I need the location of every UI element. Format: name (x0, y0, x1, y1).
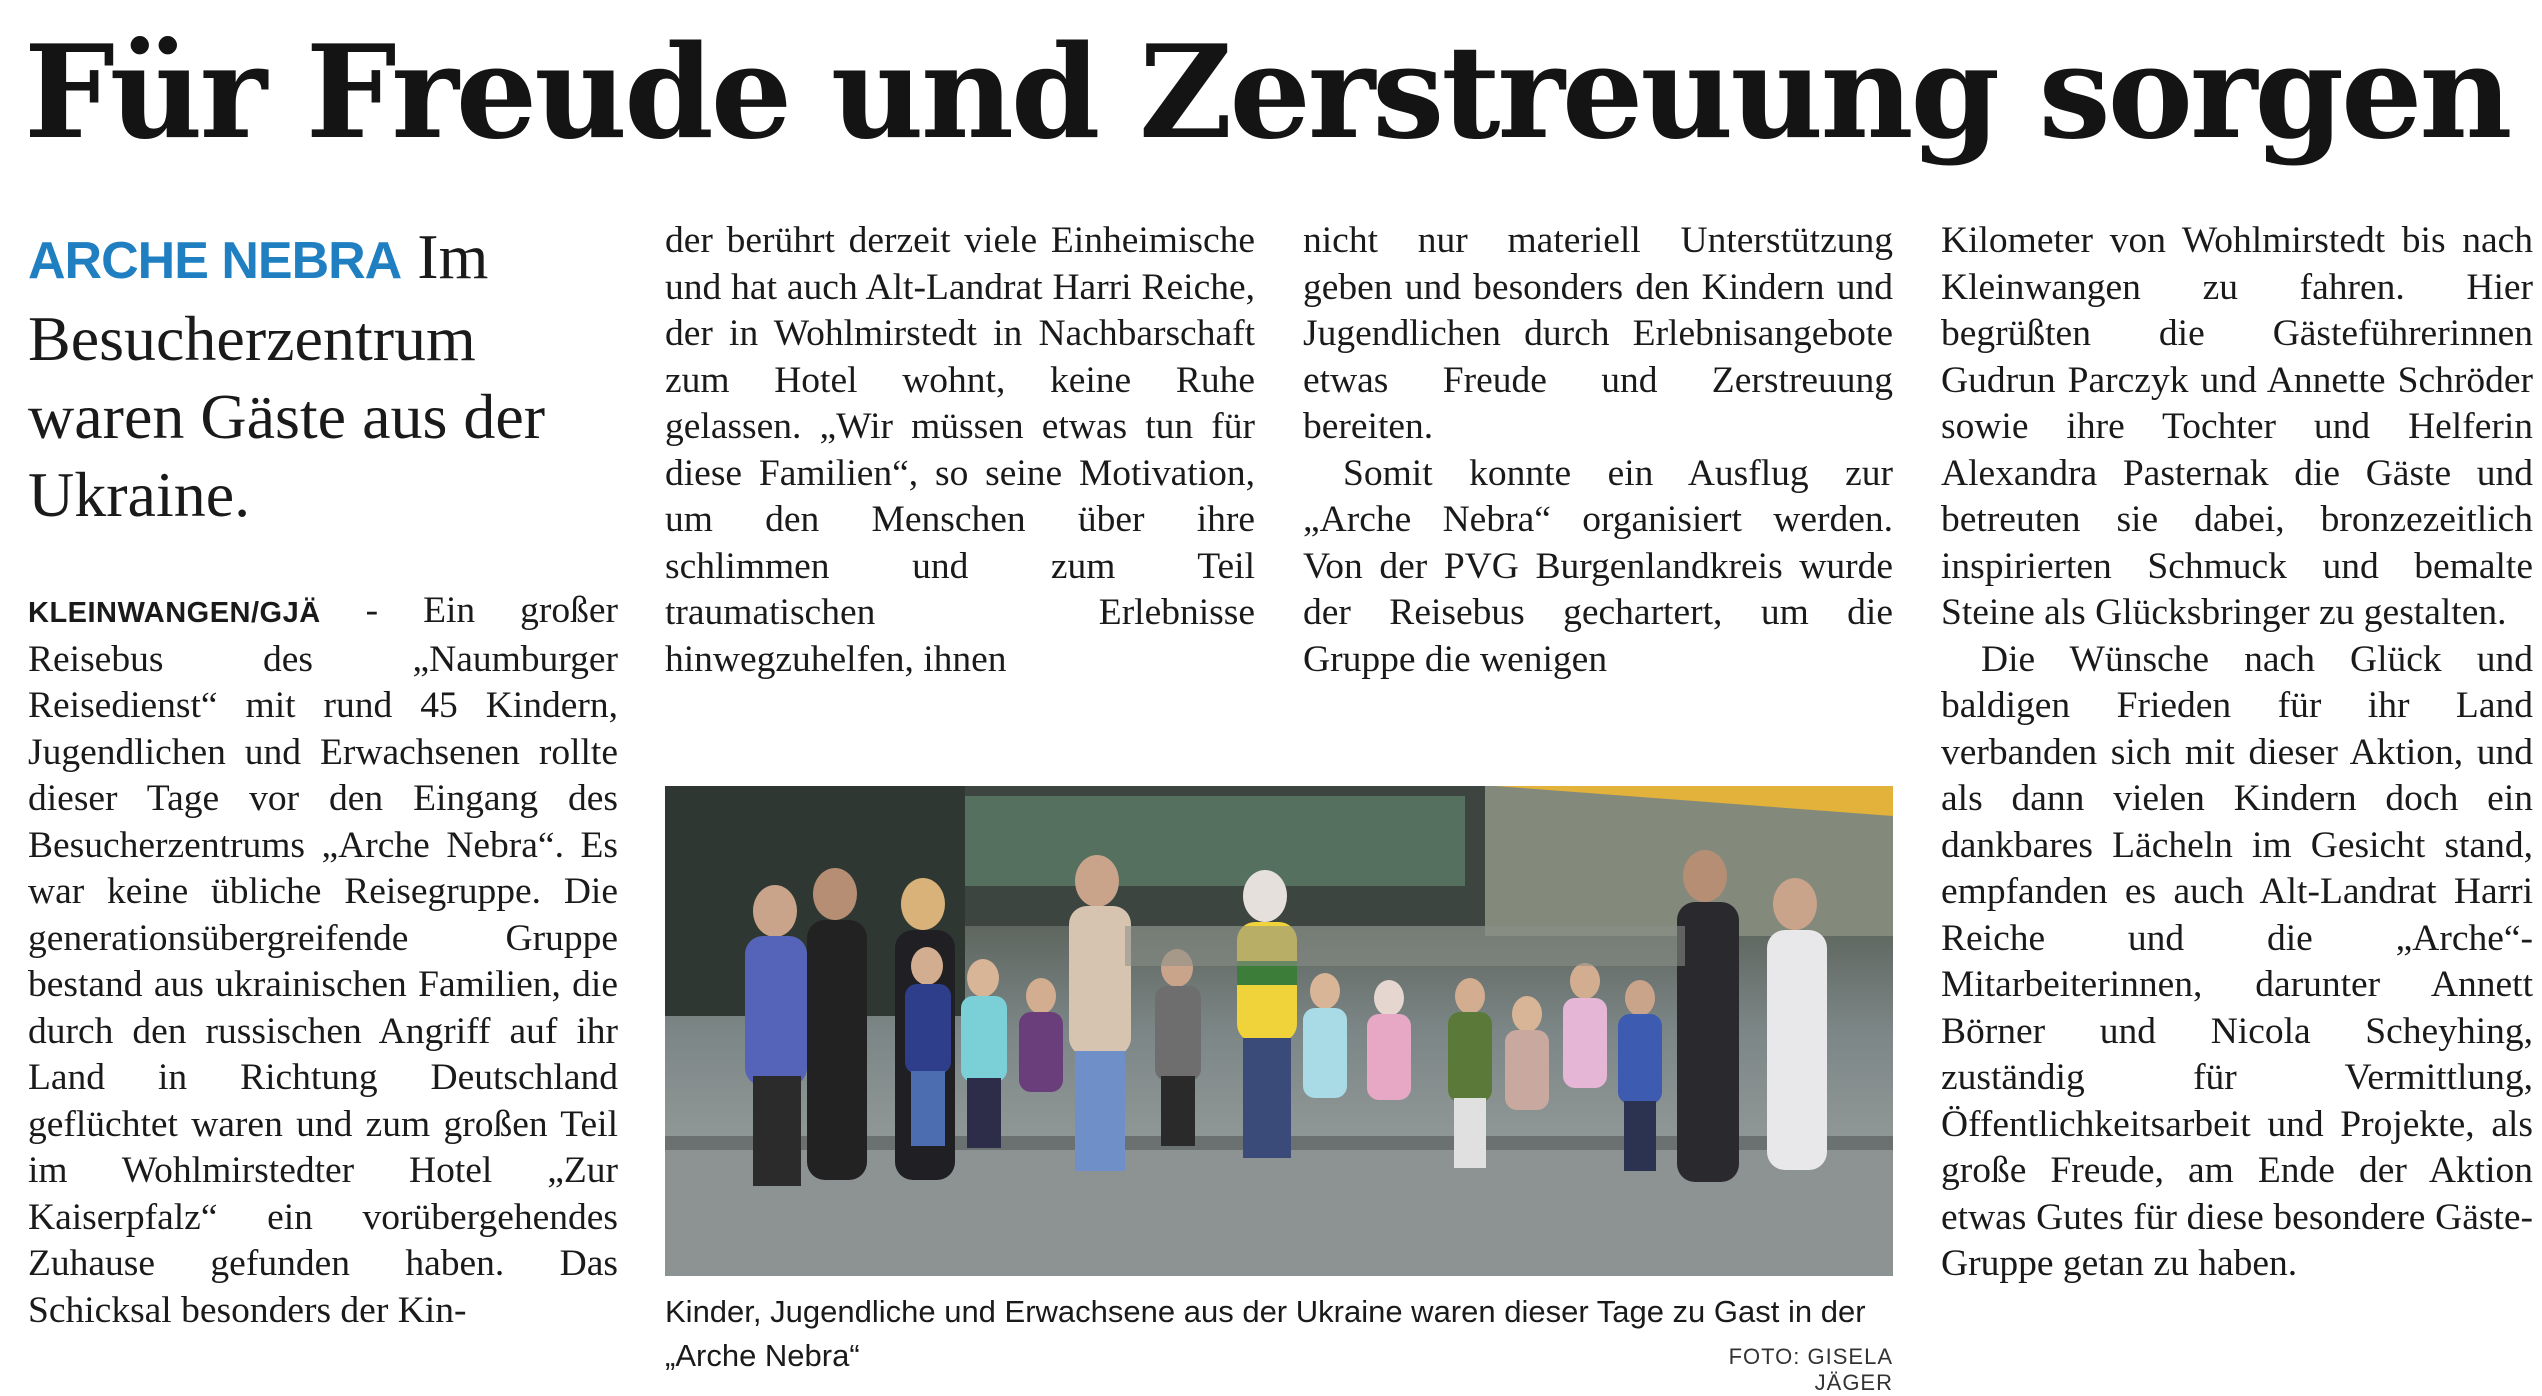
lead-text (28, 218, 588, 534)
topic-label: ARCHE NEBRA (28, 232, 402, 290)
paragraph-4: Somit konnte ein Ausflug zur „Arche Nebra“ organisiert werden. Von der PVG Burgenlandkreis wurde der Reisebus gechartert, um die Gruppe die wenigen (1303, 452, 1893, 680)
group-photo-illustration (665, 786, 1893, 1276)
article-column-4 (1941, 218, 2533, 1288)
dateline: KLEINWANGEN/GJÄ (28, 597, 321, 629)
paragraph-2: der berührt derzeit viele Einheimische und hat auch Alt-Landrat Harri Reiche, der in Wohlmirstedt in Nachbarschaft zum Hotel wohnt, keine Ruhe gelassen. „Wir müssen etwas tun für diese Familien“, so seine Motivation, um den Menschen über ihre schlimmen und zum Teil traumatischen Erlebnisse hinwegzuhelfen, ihnen (665, 220, 1255, 680)
article-column-3 (1303, 218, 1893, 683)
paragraph-1: - Ein großer Reisebus des „Naumburger Reisedienst“ mit rund 45 Kindern, Jugendlichen und Erwachsenen rollte dieser Tage vor den Eingang des Besucherzentrums „Arche Nebra“. Es war keine übliche Reisegruppe. Die generationsübergreifende Gruppe bestand aus ukrainischen Familien, die durch den russischen Angriff auf ihr Land in Richtung Deutschland geflüchtet waren und zum großen Teil im Wohlmirstedter Hotel „Zur Kaiserpfalz“ ein vorübergehendes Zuhause gefunden haben. Das Schicksal besonders der Kin- (28, 590, 619, 1331)
paragraph-3: nicht nur materiell Unterstützung geben und besonders den Kindern und Jugendlichen durch Erlebnisangebote etwas Freude und Zerstreuung bereiten. (1303, 220, 1893, 447)
paragraph-6: Die Wünsche nach Glück und baldigen Frieden für ihr Land verbanden sich mit dieser Aktion, und als dann vielen Kindern doch ein dankbares Lächeln im Gesicht stand, empfanden es auch Alt-Landrat Harri Reiche und die „Arche“-Mitarbeiterinnen, darunter Annett Börner und Nicola Scheyhing, zuständig für Vermittlung, Öffentlichkeitsarbeit und Projekte, als große Freude, am Ende der Aktion etwas Gutes für diese besondere Gäste-Gruppe getan zu haben. (1941, 638, 2533, 1284)
article-column-1 (28, 588, 618, 1334)
lead-summary: Im Besucherzentrum waren Gäste aus der Ukraine. (28, 221, 546, 530)
group-photo (665, 786, 1893, 1276)
paragraph-5: Kilometer von Wohlmirstedt bis nach Kleinwangen zu fahren. Hier begrüßten die Gästeführerinnen Gudrun Parczyk und Annette Schröder sowie ihre Tochter und Helferin Alexandra Pasternak die Gäste und betreuten sie dabei, bronzezeitlich inspirierten Schmuck und bemalte Steine als Glücksbringer zu gestalten. (1941, 220, 2533, 633)
article-column-2 (665, 218, 1255, 683)
photo-credit: FOTO: GISELA JÄGER (1728, 1344, 1893, 1395)
headline: Für Freude und Zerstreuung sorgen (24, 18, 2510, 168)
photo-caption: Kinder, Jugendliche und Erwachsene aus der Ukraine waren dieser Tage zu Gast in der „Arche Nebra“ (665, 1294, 1866, 1373)
